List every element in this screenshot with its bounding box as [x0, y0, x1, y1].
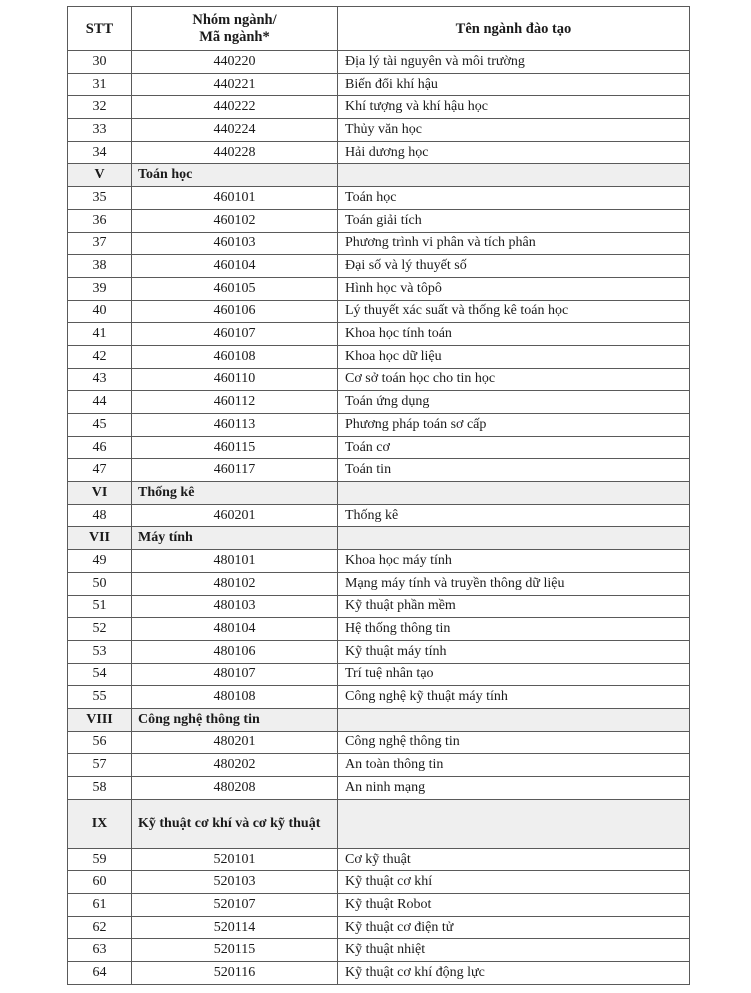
row-major-name: Phương trình vi phân và tích phân: [338, 232, 690, 255]
table-row: [68, 663, 690, 686]
majors-table: [67, 6, 690, 985]
table-row: [68, 871, 690, 894]
row-major-name: Kỹ thuật cơ khí: [338, 871, 690, 894]
row-major-code: 480108: [132, 686, 338, 709]
row-major-name: Biến đổi khí hậu: [338, 73, 690, 96]
row-major-code: 480202: [132, 754, 338, 777]
table-row: [68, 187, 690, 210]
header-group-code-line2: Mã ngành*: [199, 28, 270, 45]
group-row: [68, 527, 690, 550]
row-major-name: An toàn thông tin: [338, 754, 690, 777]
row-major-code: 460101: [132, 187, 338, 210]
group-name: Máy tính: [132, 527, 338, 550]
row-major-code: 440221: [132, 73, 338, 96]
group-empty-cell: [338, 527, 690, 550]
table-row: [68, 96, 690, 119]
row-major-code: 520116: [132, 962, 338, 985]
group-name: Thống kê: [132, 482, 338, 505]
row-stt: 34: [68, 141, 132, 164]
group-empty-cell: [338, 482, 690, 505]
row-stt: 62: [68, 916, 132, 939]
table-row: [68, 731, 690, 754]
row-stt: 52: [68, 618, 132, 641]
row-stt: 47: [68, 459, 132, 482]
row-major-code: 460115: [132, 436, 338, 459]
group-name: Kỹ thuật cơ khí và cơ kỹ thuật: [132, 799, 338, 848]
header-major-name: Tên ngành đào tạo: [338, 7, 690, 51]
row-stt: 48: [68, 504, 132, 527]
row-major-code: 520101: [132, 848, 338, 871]
row-stt: 63: [68, 939, 132, 962]
row-major-code: 480104: [132, 618, 338, 641]
table-row: [68, 939, 690, 962]
row-major-code: 460113: [132, 414, 338, 437]
row-major-code: 460103: [132, 232, 338, 255]
row-major-name: Toán cơ: [338, 436, 690, 459]
table-row: [68, 640, 690, 663]
table-row: [68, 323, 690, 346]
row-major-name: Hệ thống thông tin: [338, 618, 690, 641]
table-row: [68, 962, 690, 985]
row-major-code: 480201: [132, 731, 338, 754]
row-major-name: Công nghệ thông tin: [338, 731, 690, 754]
row-stt: 39: [68, 277, 132, 300]
group-roman-numeral: IX: [68, 799, 132, 848]
row-major-name: Hải dương học: [338, 141, 690, 164]
row-stt: 40: [68, 300, 132, 323]
row-major-name: Cơ kỹ thuật: [338, 848, 690, 871]
row-stt: 37: [68, 232, 132, 255]
row-stt: 64: [68, 962, 132, 985]
row-stt: 57: [68, 754, 132, 777]
row-major-code: 520107: [132, 894, 338, 917]
row-major-name: Mạng máy tính và truyền thông dữ liệu: [338, 572, 690, 595]
row-major-name: Toán tin: [338, 459, 690, 482]
row-major-code: 460107: [132, 323, 338, 346]
table-row: [68, 572, 690, 595]
row-major-code: 460201: [132, 504, 338, 527]
row-stt: 58: [68, 777, 132, 800]
row-stt: 42: [68, 345, 132, 368]
row-major-code: 440224: [132, 119, 338, 142]
header-row: [68, 7, 690, 51]
row-major-name: Cơ sở toán học cho tin học: [338, 368, 690, 391]
row-stt: 36: [68, 209, 132, 232]
table-row: [68, 255, 690, 278]
table-row: [68, 504, 690, 527]
row-stt: 33: [68, 119, 132, 142]
row-major-code: 460102: [132, 209, 338, 232]
row-major-name: Đại số và lý thuyết số: [338, 255, 690, 278]
row-major-name: Kỹ thuật cơ khí động lực: [338, 962, 690, 985]
row-major-name: Thống kê: [338, 504, 690, 527]
table-row: [68, 141, 690, 164]
row-major-code: 520115: [132, 939, 338, 962]
table-row: [68, 345, 690, 368]
table-header: [68, 7, 690, 51]
row-major-name: Lý thuyết xác suất và thống kê toán học: [338, 300, 690, 323]
group-row: [68, 708, 690, 731]
row-stt: 56: [68, 731, 132, 754]
row-major-name: Khoa học máy tính: [338, 550, 690, 573]
row-major-name: Kỹ thuật phần mềm: [338, 595, 690, 618]
table-row: [68, 119, 690, 142]
table-row: [68, 916, 690, 939]
row-major-code: 460108: [132, 345, 338, 368]
row-stt: 60: [68, 871, 132, 894]
row-major-code: 480101: [132, 550, 338, 573]
row-major-code: 460106: [132, 300, 338, 323]
row-major-name: Kỹ thuật cơ điện tử: [338, 916, 690, 939]
table-row: [68, 368, 690, 391]
row-major-name: Phương pháp toán sơ cấp: [338, 414, 690, 437]
table-row: [68, 459, 690, 482]
table-row: [68, 414, 690, 437]
row-major-name: Khí tượng và khí hậu học: [338, 96, 690, 119]
row-major-code: 480208: [132, 777, 338, 800]
group-name: Công nghệ thông tin: [132, 708, 338, 731]
group-row: [68, 799, 690, 848]
row-major-code: 460117: [132, 459, 338, 482]
group-roman-numeral: VII: [68, 527, 132, 550]
table-row: [68, 73, 690, 96]
row-major-code: 480103: [132, 595, 338, 618]
row-stt: 45: [68, 414, 132, 437]
row-major-code: 480102: [132, 572, 338, 595]
row-stt: 32: [68, 96, 132, 119]
row-major-code: 460104: [132, 255, 338, 278]
row-stt: 44: [68, 391, 132, 414]
row-major-name: Trí tuệ nhân tạo: [338, 663, 690, 686]
table-row: [68, 550, 690, 573]
row-major-name: Kỹ thuật nhiệt: [338, 939, 690, 962]
table-row: [68, 618, 690, 641]
group-empty-cell: [338, 708, 690, 731]
row-stt: 31: [68, 73, 132, 96]
row-stt: 30: [68, 51, 132, 74]
table-row: [68, 894, 690, 917]
table-row: [68, 686, 690, 709]
row-major-name: Địa lý tài nguyên và môi trường: [338, 51, 690, 74]
row-major-code: 480106: [132, 640, 338, 663]
header-group-code: [132, 7, 338, 51]
table-row: [68, 595, 690, 618]
group-name: Toán học: [132, 164, 338, 187]
row-stt: 51: [68, 595, 132, 618]
row-major-name: Toán giải tích: [338, 209, 690, 232]
table-row: [68, 391, 690, 414]
table-row: [68, 300, 690, 323]
row-stt: 43: [68, 368, 132, 391]
header-stt: STT: [68, 7, 132, 51]
row-stt: 46: [68, 436, 132, 459]
table-row: [68, 848, 690, 871]
row-major-name: Toán ứng dụng: [338, 391, 690, 414]
group-roman-numeral: VI: [68, 482, 132, 505]
row-major-code: 460105: [132, 277, 338, 300]
row-major-name: Kỹ thuật Robot: [338, 894, 690, 917]
row-major-code: 460112: [132, 391, 338, 414]
group-empty-cell: [338, 799, 690, 848]
row-stt: 49: [68, 550, 132, 573]
row-major-name: Toán học: [338, 187, 690, 210]
row-stt: 59: [68, 848, 132, 871]
row-major-name: Thủy văn học: [338, 119, 690, 142]
table-row: [68, 277, 690, 300]
group-roman-numeral: VIII: [68, 708, 132, 731]
row-major-code: 440220: [132, 51, 338, 74]
header-group-code-line1: Nhóm ngành/: [192, 11, 277, 28]
row-stt: 61: [68, 894, 132, 917]
row-major-name: An ninh mạng: [338, 777, 690, 800]
row-major-code: 520114: [132, 916, 338, 939]
table-row: [68, 754, 690, 777]
row-stt: 41: [68, 323, 132, 346]
row-stt: 55: [68, 686, 132, 709]
row-major-name: Công nghệ kỹ thuật máy tính: [338, 686, 690, 709]
row-major-code: 460110: [132, 368, 338, 391]
row-major-code: 440228: [132, 141, 338, 164]
table-row: [68, 51, 690, 74]
group-row: [68, 482, 690, 505]
group-row: [68, 164, 690, 187]
row-stt: 38: [68, 255, 132, 278]
row-major-name: Kỹ thuật máy tính: [338, 640, 690, 663]
table-row: [68, 436, 690, 459]
row-stt: 53: [68, 640, 132, 663]
row-major-name: Khoa học tính toán: [338, 323, 690, 346]
table-row: [68, 232, 690, 255]
row-stt: 35: [68, 187, 132, 210]
row-stt: 54: [68, 663, 132, 686]
table-body: [68, 51, 690, 985]
table-row: [68, 209, 690, 232]
row-major-name: Khoa học dữ liệu: [338, 345, 690, 368]
row-major-code: 440222: [132, 96, 338, 119]
group-roman-numeral: V: [68, 164, 132, 187]
table-row: [68, 777, 690, 800]
row-stt: 50: [68, 572, 132, 595]
group-empty-cell: [338, 164, 690, 187]
row-major-name: Hình học và tôpô: [338, 277, 690, 300]
row-major-code: 520103: [132, 871, 338, 894]
row-major-code: 480107: [132, 663, 338, 686]
